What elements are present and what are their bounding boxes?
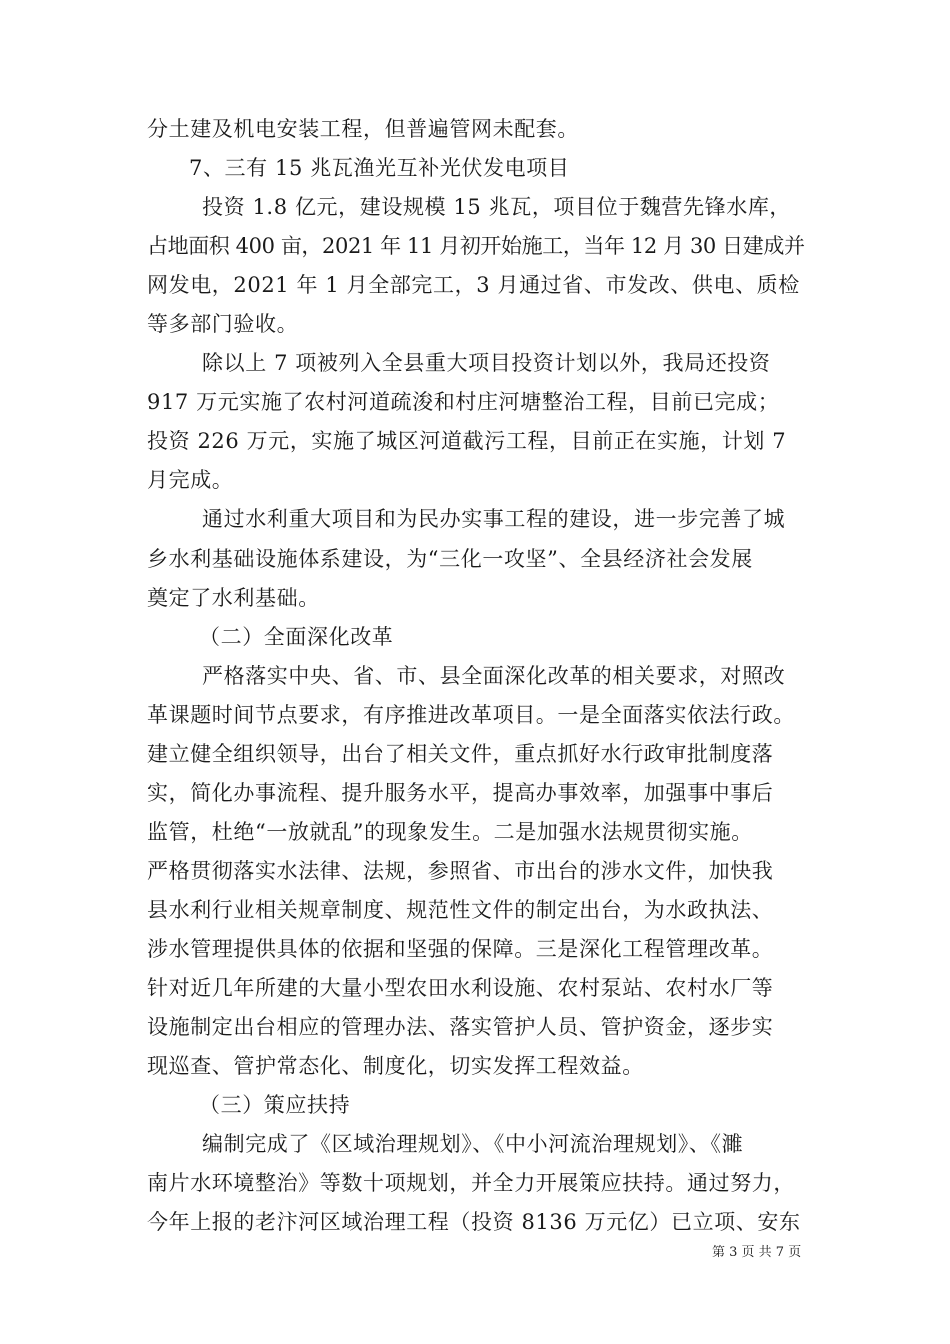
body-line: 奠定了水利基础。 xyxy=(147,585,320,610)
body-line: 现巡查、管护常态化、制度化，切实发挥工程效益。 xyxy=(147,1054,644,1079)
body-line: 设施制定出台相应的管理办法、落实管护人员、管护资金，逐步实 xyxy=(147,1015,774,1040)
body-line: 网发电，2021 年 1 月全部完工，3 月通过省、市发改、供电、质检 xyxy=(147,273,800,298)
body-line: 今年上报的老汴河区域治理工程（投资 8136 万元亿）已立项、安东 xyxy=(147,1210,801,1235)
page-number-footer: 第 3 页 共 7 页 xyxy=(712,1245,802,1260)
body-line: 投资 1.8 亿元，建设规模 15 兆瓦，项目位于魏营先锋水库， xyxy=(202,195,792,220)
body-line: 分土建及机电安装工程，但普遍管网未配套。 xyxy=(147,117,579,141)
body-line: 编制完成了《区域治理规划》、《中小河流治理规划》、《濉 xyxy=(202,1132,744,1157)
body-line: 针对近几年所建的大量小型农田水利设施、农村泵站、农村水厂等 xyxy=(147,976,774,1001)
body-line: 建立健全组织领导，出台了相关文件，重点抓好水行政审批制度落 xyxy=(147,741,774,766)
body-line: 县水利行业相关规章制度、规范性文件的制定出台，为水政执法、 xyxy=(147,897,774,922)
body-line: 月完成。 xyxy=(147,468,234,493)
section-heading: （二）全面深化改革 xyxy=(199,624,394,649)
body-line: 乡水利基础设施体系建设，为“三化一攻坚”、全县经济社会发展 xyxy=(147,546,753,571)
body-line: 除以上 7 项被列入全县重大项目投资计划以外，我局还投资 xyxy=(202,351,771,376)
body-line: 917 万元实施了农村河道疏浚和村庄河塘整治工程，目前已完成； xyxy=(147,390,780,415)
body-line: 实，简化办事流程、提升服务水平，提高办事效率，加强事中事后 xyxy=(147,780,774,805)
body-line: 涉水管理提供具体的依据和坚强的保障。三是深化工程管理改革。 xyxy=(147,937,774,961)
body-line: 投资 226 万元，实施了城区河道截污工程，目前正在实施，计划 7 xyxy=(147,429,787,454)
body-line: 革课题时间节点要求，有序推进改革项目。一是全面落实依法行政。 xyxy=(147,702,795,727)
section-heading: （三）策应扶持 xyxy=(199,1093,351,1118)
body-line: 严格落实中央、省、市、县全面深化改革的相关要求，对照改 xyxy=(202,663,786,688)
body-line: 通过水利重大项目和为民办实事工程的建设，进一步完善了城 xyxy=(202,507,786,532)
body-line: 等多部门验收。 xyxy=(147,312,299,337)
body-line: 占地面积 400 亩，2021 年 11 月初开始施工，当年 12 月 30 日建成并 xyxy=(147,234,805,259)
body-line: 南片水环境整治》等数十项规划，并全力开展策应扶持。通过努力， xyxy=(147,1171,795,1196)
section-heading: 7、三有 15 兆瓦渔光互补光伏发电项目 xyxy=(189,156,570,181)
body-line: 严格贯彻落实水法律、法规，参照省、市出台的涉水文件，加快我 xyxy=(147,858,774,883)
body-line: 监管，杜绝“一放就乱”的现象发生。二是加强水法规贯彻实施。 xyxy=(147,819,753,844)
